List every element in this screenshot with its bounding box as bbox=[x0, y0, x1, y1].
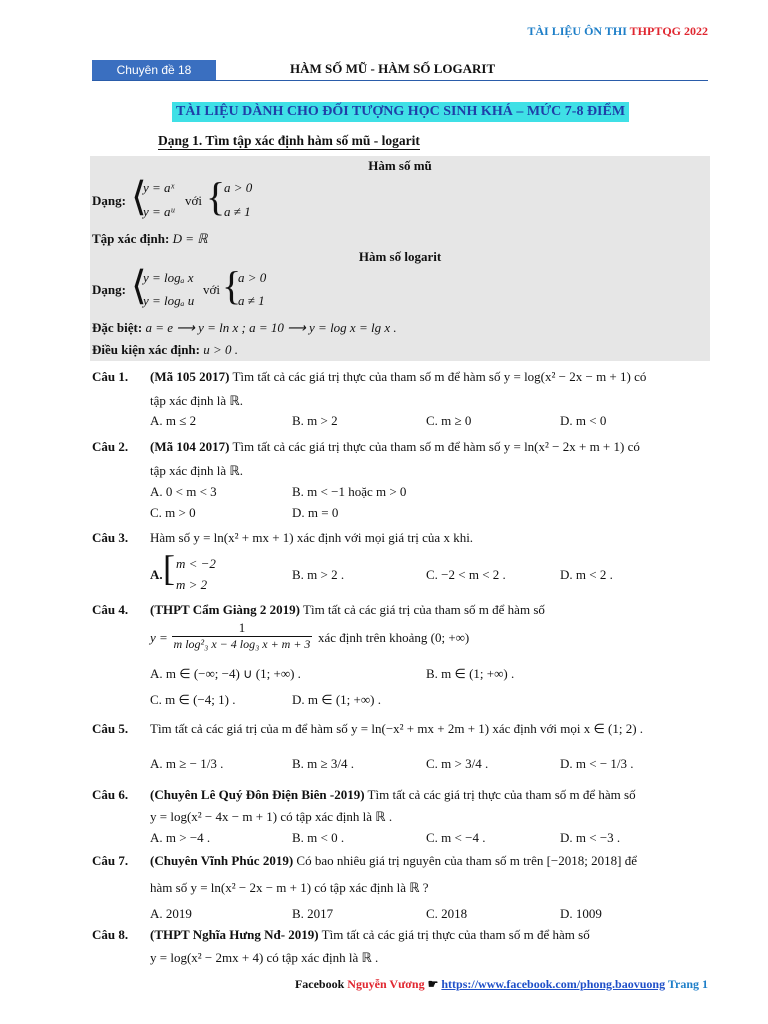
question-number: Câu 8. bbox=[92, 927, 129, 942]
option-c: C. m ∈ (−4; 1) . bbox=[150, 692, 236, 707]
option-c: C. 2018 bbox=[426, 906, 468, 921]
question-number: Câu 1. bbox=[92, 369, 129, 384]
option-a: A. m ∈ (−∞; −4) ∪ (1; +∞) . bbox=[150, 666, 301, 681]
fraction-denominator: m log²₃ x − 4 log₃ x + m + 3 bbox=[173, 637, 311, 651]
angle-bracket-2: ⟨ bbox=[131, 263, 147, 308]
exp-row1: y = aˣ bbox=[143, 180, 175, 195]
option-d: D. m = 0 bbox=[292, 505, 339, 520]
footer bbox=[295, 977, 708, 992]
question-text: Tìm tất cả các giá trị của m để hàm số y = ln(−x² + mx + 2m + 1) xác định với mọi x ∈ (1; 2) . bbox=[150, 721, 644, 736]
cond1: a > 0 bbox=[224, 180, 253, 195]
question-number: Câu 2. bbox=[92, 439, 129, 454]
option-d: D. m < − 1/3 . bbox=[560, 756, 634, 771]
brace: { bbox=[206, 174, 226, 219]
log-title: Hàm số logarit bbox=[358, 249, 442, 264]
question-source: (Mã 105 2017) bbox=[150, 369, 230, 384]
facebook-link[interactable]: https://www.facebook.com/phong.baovuong bbox=[441, 977, 666, 991]
option-b: B. m < 0 . bbox=[292, 830, 345, 845]
question-text bbox=[150, 927, 710, 943]
question-text bbox=[150, 439, 710, 455]
option-d: D. m < 2 . bbox=[560, 567, 613, 582]
option-c: C. m ≥ 0 bbox=[426, 413, 472, 428]
question-text: Hàm số y = ln(x² + mx + 1) xác định với mọi giá trị của x khi. bbox=[150, 530, 474, 545]
angle-bracket: ⟨ bbox=[131, 174, 147, 219]
log-row1: y = logₐ x bbox=[143, 270, 194, 285]
question-text-2: y = log(x² − 4x − m + 1) có tập xác định là ℝ . bbox=[150, 809, 393, 824]
option-a: A. m ≥ − 1/3 . bbox=[150, 756, 224, 771]
question-source: (THPT Nghĩa Hưng Nđ- 2019) bbox=[150, 927, 319, 942]
footer-label: Facebook bbox=[294, 977, 348, 991]
question-text bbox=[150, 853, 710, 869]
level-banner: TÀI LIỆU DÀNH CHO ĐỐI TƯỢNG HỌC SINH KHÁ – MỨC 7-8 ĐIỂM bbox=[172, 102, 629, 122]
question-source: (THPT Cẩm Giàng 2 2019) bbox=[150, 602, 300, 617]
dang-label: Dạng: bbox=[92, 193, 126, 208]
question-source: (Chuyên Vĩnh Phúc 2019) bbox=[150, 853, 294, 868]
domain-value: D = ℝ bbox=[172, 231, 208, 246]
voi-label: với bbox=[185, 193, 202, 208]
brace-2: { bbox=[222, 263, 242, 308]
option-b: B. m > 2 bbox=[292, 413, 338, 428]
special-value: a = e ⟶ y = ln x ; a = 10 ⟶ y = log x = lg x . bbox=[145, 320, 397, 335]
question-text-2: y = log(x² − 2mx + 4) có tập xác định là ℝ . bbox=[150, 950, 379, 965]
log-row2: y = logₐ u bbox=[143, 293, 195, 308]
question-number: Câu 3. bbox=[92, 530, 129, 545]
option-d: D. m < 0 bbox=[560, 413, 607, 428]
option-b: B. m > 2 . bbox=[292, 567, 345, 582]
question-number: Câu 6. bbox=[92, 787, 129, 802]
option-a: A. m ≤ 2 bbox=[150, 413, 197, 428]
question-number: Câu 7. bbox=[92, 853, 129, 868]
question-source: (Chuyên Lê Quý Đôn Điện Biên -2019) bbox=[150, 787, 365, 802]
domain-label: Tập xác định: bbox=[92, 231, 170, 246]
question-body: Có bao nhiêu giá trị nguyên của tham số m trên [−2018; 2018] để bbox=[296, 853, 637, 868]
question-text-2: tập xác định là ℝ. bbox=[150, 393, 243, 408]
option-a-row1: m < −2 bbox=[176, 556, 216, 571]
option-b: B. m ≥ 3/4 . bbox=[292, 756, 355, 771]
question-body: Tìm tất cả các giá trị thực của tham số m để hàm số bbox=[367, 787, 636, 802]
option-a-row2: m > 2 bbox=[176, 577, 208, 592]
option-c: C. m > 3/4 . bbox=[426, 756, 489, 771]
bracket: [ bbox=[163, 548, 175, 588]
option-a: A. 0 < m < 3 bbox=[150, 484, 217, 499]
topic-title: HÀM SỐ MŨ - HÀM SỐ LOGARIT bbox=[290, 61, 496, 76]
option-b: B. m ∈ (1; +∞) . bbox=[426, 666, 515, 681]
question-text bbox=[150, 369, 710, 385]
option-c: C. −2 < m < 2 . bbox=[426, 567, 506, 582]
fraction bbox=[172, 620, 312, 652]
question-body: Tìm tất cả các giá trị thực của tham số m để hàm số bbox=[321, 927, 590, 942]
topic-tab: Chuyên đề 18 bbox=[92, 60, 216, 80]
page-number: Trang 1 bbox=[665, 977, 708, 991]
question-text-2: tập xác định là ℝ. bbox=[150, 463, 243, 478]
question-body: Tìm tất cả các giá trị thực của tham số m để hàm số y = ln(x² − 2x + m + 1) có bbox=[232, 439, 640, 454]
header-title bbox=[527, 24, 708, 39]
exp-row2: y = aᵘ bbox=[143, 204, 175, 219]
question-body: Tìm tất cả các giá trị của tham số m để hàm số bbox=[303, 602, 545, 617]
pointing-hand-icon: ☛ bbox=[424, 977, 442, 991]
question-text-2: hàm số y = ln(x² − 2x − m + 1) có tập xác định là ℝ ? bbox=[150, 880, 429, 895]
section-heading: Dạng 1. Tìm tập xác định hàm số mũ - logarit bbox=[158, 133, 420, 148]
special-row bbox=[92, 320, 397, 336]
header-exam: THPTQG 2022 bbox=[629, 24, 708, 38]
question-number: Câu 5. bbox=[92, 721, 129, 736]
condition-label: Điều kiện xác định: bbox=[92, 342, 200, 357]
special-label: Đặc biệt: bbox=[92, 320, 143, 335]
question-text-2: xác định trên khoảng (0; +∞) bbox=[318, 630, 470, 645]
exp-title: Hàm số mũ bbox=[368, 158, 432, 173]
option-a: A. m > −4 . bbox=[150, 830, 211, 845]
condition-value: u > 0 . bbox=[203, 342, 239, 357]
cond2-2: a ≠ 1 bbox=[238, 293, 265, 308]
option-b: B. 2017 bbox=[292, 906, 334, 921]
option-d: D. 1009 bbox=[560, 906, 602, 921]
question-text bbox=[150, 787, 710, 803]
dang-label-2: Dạng: bbox=[92, 282, 126, 297]
option-a: A. 2019 bbox=[150, 906, 192, 921]
fraction-numerator: 1 bbox=[172, 620, 312, 637]
footer-author: Nguyễn Vương bbox=[347, 977, 425, 991]
condition-row bbox=[92, 342, 238, 358]
option-a-label: A. bbox=[150, 567, 163, 582]
cond1-2: a > 0 bbox=[238, 270, 267, 285]
cond2: a ≠ 1 bbox=[224, 204, 251, 219]
option-b: B. m < −1 hoặc m > 0 bbox=[292, 484, 407, 499]
y-equals: y = bbox=[150, 630, 168, 645]
option-d: D. m < −3 . bbox=[560, 830, 621, 845]
option-d: D. m ∈ (1; +∞) . bbox=[292, 692, 381, 707]
option-c: C. m > 0 bbox=[150, 505, 196, 520]
question-source: (Mã 104 2017) bbox=[150, 439, 230, 454]
question-number: Câu 4. bbox=[92, 602, 129, 617]
question-body: Tìm tất cả các giá trị thực của tham số m để hàm số y = log(x² − 2x − m + 1) có bbox=[232, 369, 647, 384]
question-text bbox=[150, 602, 710, 618]
header-left: TÀI LIỆU ÔN THI bbox=[527, 24, 630, 38]
domain-row bbox=[92, 231, 208, 247]
voi-label-2: với bbox=[203, 282, 220, 297]
option-c: C. m < −4 . bbox=[426, 830, 486, 845]
